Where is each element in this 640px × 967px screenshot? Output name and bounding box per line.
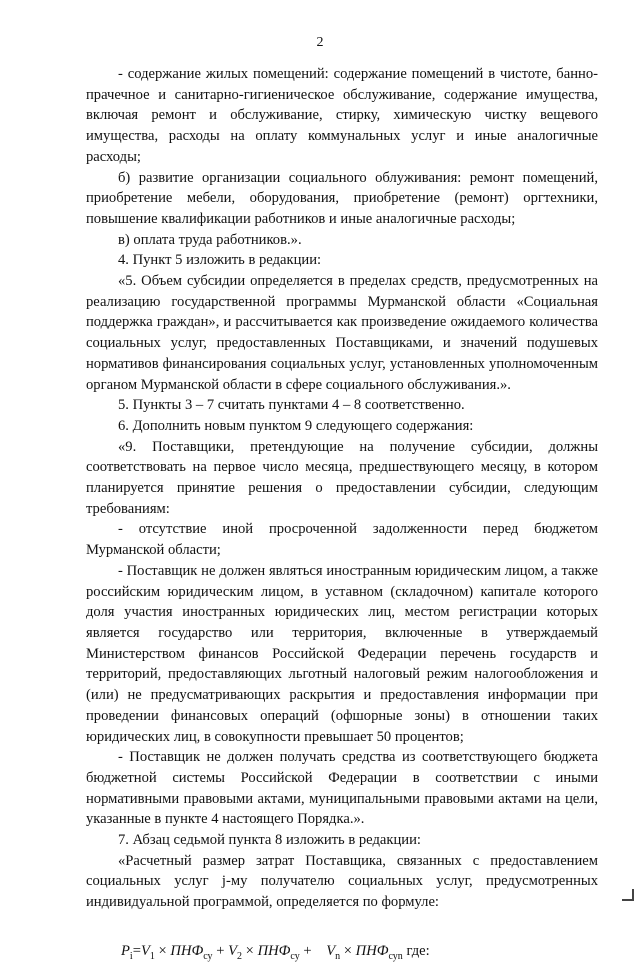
- formula-term1-n: ПНФ: [170, 942, 204, 959]
- paragraph: 5. Пункты 3 – 7 считать пунктами 4 – 8 соответственно.: [118, 397, 465, 414]
- formula-term2-n: ПНФ: [257, 942, 291, 959]
- formula-term3-v-sub: n: [335, 950, 341, 962]
- formula-term2-v-sub: 2: [237, 950, 243, 962]
- paragraph: - содержание жилых помещений: содержание помещений в чистоте, банно-прачечное и санитарно-гигиеническое обслуживание, содержание имущества, включая ремонт и обслуживание, стирку, химическую чистку вещевого имущества, расходы на оплату коммунальных услуг и иные аналогичные расходы;: [86, 66, 598, 165]
- paragraph: «5. Объем субсидии определяется в пределах средств, предусмотренных на реализацию государственной программы Мурманской области «Социальная поддержка граждан», и рассчитывается как произведение ожидаемого количества социальных услуг, предоставленных Поставщиками, и значений подушевых нормативов финансирования социальных услуг, установленных уполномоченным органом Мурманской области в сфере социального обслуживания.».: [86, 273, 598, 393]
- paragraph: в) оплата труда работников.».: [118, 231, 302, 248]
- paragraph: 4. Пункт 5 изложить в редакции:: [118, 252, 322, 269]
- formula-term1-v: V: [140, 942, 150, 959]
- paragraph: 7. Абзац седьмой пункта 8 изложить в редакции:: [118, 832, 421, 849]
- document-body: [86, 64, 598, 967]
- formula-times: ×: [343, 942, 352, 959]
- paragraph: - Поставщик не должен являться иностранным юридическим лицом, а также российским юридическим лицом, в уставном (складочном) капитале которого доля участия иностранных юридических лиц, местом регистрации которых является государство или территория, включенные в утверждаемый Министерством финансов Российской Федерации перечень государств и территорий, предоставляющих льготный налоговый режим налогообложения и (или) не предусматривающих раскрытия и предоставления информации при проведении финансовых операций (офшорные зоны) в отношении таких юридических лиц, в совокупности превышает 50 процентов;: [86, 562, 598, 745]
- formula-term1-n-sub: су: [203, 950, 213, 962]
- formula-equals: =: [132, 942, 141, 959]
- formula-term2-v: V: [228, 942, 238, 959]
- formula-term2-n-sub: су: [290, 950, 300, 962]
- formula-term3-v: V: [326, 942, 336, 959]
- formula-plus: +: [216, 942, 225, 959]
- page-corner-mark: [622, 889, 634, 901]
- paragraph: - отсутствие иной просроченной задолженности перед бюджетом Мурманской области;: [86, 521, 598, 559]
- formula-term3-n: ПНФ: [355, 942, 389, 959]
- formula-plus: +: [303, 942, 312, 959]
- formula-term3-n-sub: суn: [388, 950, 403, 962]
- paragraph: «9. Поставщики, претендующие на получение субсидии, должны соответствовать на первое число месяца, предшествующего месяцу, в котором планируется принятие решения о предоставлении субсидии, следующим требованиям:: [86, 438, 598, 517]
- cost-formula: [121, 941, 598, 967]
- formula-times: ×: [245, 942, 254, 959]
- formula-lhs: P: [121, 942, 130, 959]
- formula-times: ×: [158, 942, 167, 959]
- formula-lhs-sub: i: [129, 950, 133, 962]
- page-number: 2: [316, 35, 324, 50]
- paragraph: б) развитие организации социального облуживания: ремонт помещений, приобретение мебели, оборудования, приобретение (ремонт) оргтехники, повышение квалификации работников и иные аналогичные расходы;: [86, 169, 598, 227]
- paragraph: «Расчетный размер затрат Поставщика, связанных с предоставлением социальных услуг j-му получателю социальных услуг, предусмотренных индивидуальной программой, определяется по формуле:: [86, 852, 598, 911]
- formula-suffix: где:: [406, 942, 430, 959]
- formula-term1-v-sub: 1: [149, 950, 155, 962]
- paragraph: 6. Дополнить новым пунктом 9 следующего содержания:: [118, 417, 474, 434]
- paragraph: - Поставщик не должен получать средства из соответствующего бюджета бюджетной системы Российской Федерации в соответствии с иными нормативными правовыми актами, муниципальными правовыми актами на цели, указанные в пункте 4 настоящего Порядка.».: [86, 749, 598, 828]
